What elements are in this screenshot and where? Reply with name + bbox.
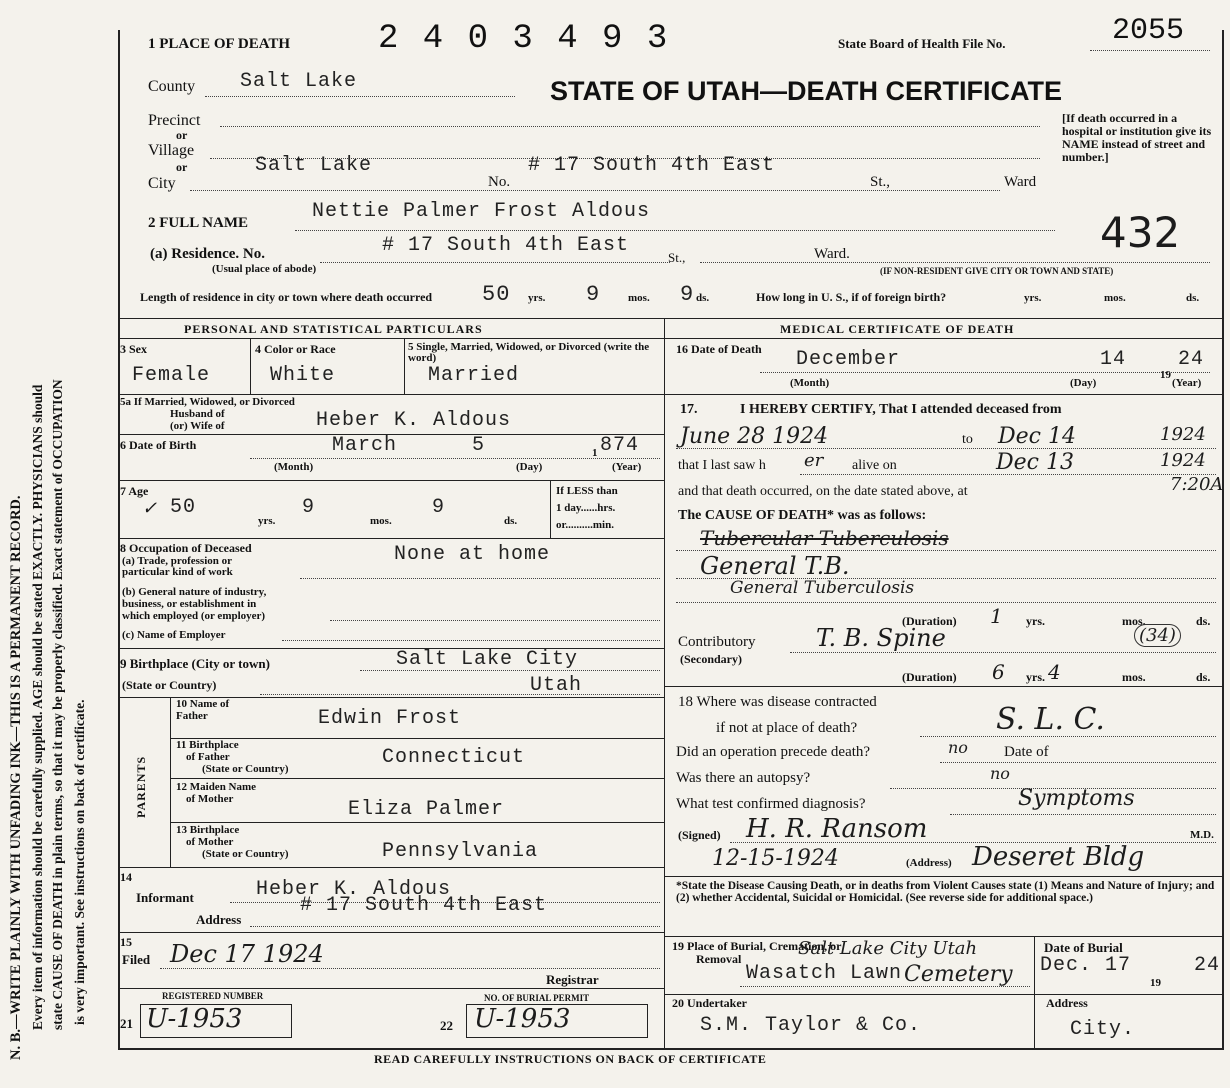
medical-header: MEDICAL CERTIFICATE OF DEATH (780, 322, 1015, 336)
spouse-label-wife: (or) Wife of (170, 420, 225, 432)
secondary-label: (Secondary) (680, 652, 742, 666)
contracted-value: S. L. C. (996, 702, 1105, 737)
filed-value: Dec 17 1924 (170, 940, 324, 968)
father-label-2: Father (176, 710, 208, 722)
city-label: City (148, 175, 176, 192)
autopsy-value: no (990, 764, 1010, 783)
less-than-hrs-label: 1 day......hrs. (556, 502, 616, 514)
duration2-mos-label: mos. (1122, 670, 1146, 684)
occupation-a2-label: particular kind of work (122, 566, 233, 578)
undertaker-value: S.M. Taylor & Co. (700, 1014, 922, 1037)
filed-label: Filed (122, 952, 151, 967)
or-label: or (176, 160, 188, 174)
occupation-b1-label: (b) General nature of industry, (122, 586, 267, 598)
employer-label: (c) Name of Employer (122, 629, 226, 641)
sex-value: Female (132, 364, 211, 387)
undertaker-address: City. (1070, 1018, 1136, 1041)
full-name-label: 2 FULL NAME (148, 215, 249, 231)
contracted-label-2: if not at place of death? (716, 720, 858, 736)
certificate-number: 2 4 0 3 4 9 3 (378, 20, 670, 58)
undertaker-address-label: Address (1046, 996, 1088, 1010)
residence-st-label: St., (668, 250, 686, 265)
cause-of-death-note: *State the Disease Causing Death, or in deaths from Violent Causes state (1) Means and Nature of Injury; and (2) whether Accidental, Suicidal or Homicidal. (See reverse side for additional space.) (676, 880, 1215, 904)
marital-value: Married (428, 364, 520, 387)
personal-header: PERSONAL AND STATISTICAL PARTICULARS (184, 322, 483, 336)
duration-yrs-label: yrs. (1026, 614, 1045, 628)
father-label: 10 Name of (176, 698, 230, 710)
corner-number: 432 (1100, 208, 1181, 257)
less-than-min-label: or..........min. (556, 519, 614, 531)
operation-label: Did an operation precede death? (676, 744, 871, 760)
color-label: 4 Color or Race (255, 342, 336, 356)
less-than-label: If LESS than (556, 485, 618, 497)
residence-value: # 17 South 4th East (382, 234, 630, 257)
date-of-death-year: 24 (1178, 348, 1205, 371)
removal-label: Removal (696, 952, 742, 966)
duration-label: (Duration) (902, 614, 957, 628)
attended-to-label: to (962, 432, 973, 447)
occupation-value: None at home (394, 543, 551, 566)
father-birthplace: Connecticut (382, 746, 526, 769)
death-time: 7:20A (1170, 474, 1224, 495)
birthplace-state-label: (State or Country) (122, 678, 217, 692)
residence-sub: (Usual place of abode) (212, 263, 317, 275)
duration2-label: (Duration) (902, 670, 957, 684)
us-ds-label: ds. (1186, 292, 1200, 304)
length-yrs: 50 (482, 282, 511, 307)
operation-date-label: Date of (1004, 744, 1049, 760)
duration-mos-label: mos. (1122, 614, 1146, 628)
contracted-label: 18 Where was disease contracted (678, 694, 877, 710)
st-label: St., (870, 174, 891, 190)
date-of-death-month: December (796, 348, 901, 371)
father-birthplace-label-2: of Father (186, 751, 230, 763)
registered-number-label: REGISTERED NUMBER (162, 991, 264, 1001)
cause-primary-clarified: General Tuberculosis (730, 578, 915, 598)
bottom-border (118, 1048, 1222, 1050)
burial-year: 24 (1194, 954, 1221, 977)
dob-month: March (332, 434, 398, 457)
section-top-rule (118, 318, 1222, 319)
mother-birthplace: Pennsylvania (382, 840, 539, 863)
city-value: Salt Lake (255, 154, 373, 177)
registered-number: U-1953 (146, 1004, 243, 1034)
village-label: Village (148, 142, 195, 159)
ds-label: ds. (696, 292, 710, 304)
residence-label: (a) Residence. No. (150, 246, 265, 262)
length-mos: 9 (586, 282, 601, 307)
ward-label: Ward (1004, 174, 1037, 190)
attended-from: June 28 1924 (680, 424, 829, 449)
nonresident-note: (IF NON-RESIDENT GIVE CITY OR TOWN AND STATE) (880, 266, 1114, 276)
duration2-ds-label: ds. (1196, 670, 1211, 684)
birthplace-label: 9 Birthplace (City or town) (120, 656, 270, 671)
date-of-death-year-prefix: 19 (1160, 369, 1171, 381)
age-ds-label: ds. (504, 515, 518, 527)
duration2b-value: 4 (1048, 660, 1061, 684)
duration-ds-label: ds. (1196, 614, 1211, 628)
father-birthplace-label-3: (State or Country) (202, 763, 289, 775)
precinct-label: Precinct (148, 112, 201, 129)
marital-label: 5 Single, Married, Widowed, or Divorced (write the word) (408, 341, 650, 364)
occupation-b3-label: which employed (or employer) (122, 610, 266, 622)
age-ds: 9 (432, 496, 446, 519)
us-residence-label: How long in U. S., if of foreign birth? (756, 290, 947, 304)
file-no-label: State Board of Health File No. (838, 36, 1006, 51)
certificate-title: STATE OF UTAH—DEATH CERTIFICATE (550, 76, 1062, 106)
date-of-death-day: 14 (1100, 348, 1127, 371)
mos-label: mos. (628, 292, 650, 304)
signer-address-label: (Address) (906, 857, 952, 869)
length-of-residence-label: Length of residence in city or town where death occurred (140, 290, 433, 304)
cause-primary: General T.B. (700, 552, 850, 580)
death-occurred-label: and that death occurred, on the date stated above, at (678, 484, 968, 499)
cause-struck: Tubercular Tuberculosis (700, 526, 949, 550)
mother-label: 12 Maiden Name (176, 781, 257, 793)
dob-year: 874 (600, 434, 640, 457)
us-yrs-label: yrs. (1024, 292, 1042, 304)
father-name: Edwin Frost (318, 707, 462, 730)
death-address: # 17 South 4th East (528, 154, 776, 177)
age-mos-label: mos. (370, 515, 392, 527)
contributory-label: Contributory (678, 634, 756, 650)
occupation-label: 8 Occupation of Deceased (120, 541, 252, 555)
birthplace-state: Utah (530, 674, 583, 697)
burial-place-label: 19 Place of Burial, Cremation, or (672, 939, 842, 953)
cause-of-death-label: The CAUSE OF DEATH* was as follows: (678, 508, 927, 523)
certify-num: 17. (680, 402, 698, 417)
dob-month-sub: (Month) (274, 461, 314, 473)
mother-birthplace-label: 13 Birthplace (176, 824, 240, 836)
parents-label: PARENTS (134, 755, 148, 818)
last-saw-year: 1924 (1160, 450, 1206, 471)
test-confirmed-label: What test confirmed diagnosis? (676, 796, 866, 812)
right-border (1222, 30, 1224, 1050)
mother-name: Eliza Palmer (348, 798, 505, 821)
center-divider (664, 318, 665, 1048)
residence-ward-label: Ward. (814, 246, 850, 262)
undertaker-label: 20 Undertaker (672, 996, 747, 1010)
father-birthplace-label: 11 Birthplace (176, 739, 239, 751)
age-check: ✓ (142, 498, 158, 519)
or-label: or (176, 128, 188, 142)
yrs-label: yrs. (528, 292, 546, 304)
hospital-note: [If death occurred in a hospital or institution give its NAME instead of street and number.] (1062, 111, 1212, 164)
informant-num: 14 (120, 870, 132, 884)
dob-year-sub: (Year) (612, 461, 642, 473)
burial-permit: U-1953 (474, 1004, 571, 1034)
contributory-value: T. B. Spine (816, 624, 946, 652)
mother-birthplace-label-2: of Mother (186, 836, 234, 848)
signed-label: (Signed) (678, 828, 721, 842)
burial-permit-label: NO. OF BURIAL PERMIT (484, 993, 590, 1003)
alive-on-label: alive on (852, 458, 897, 473)
duration-value: 1 (990, 604, 1003, 628)
informant-address: # 17 South 4th East (300, 894, 548, 917)
spouse-value: Heber K. Aldous (316, 409, 512, 432)
duration2-value: 6 (992, 660, 1005, 684)
dob-label: 6 Date of Birth (120, 438, 197, 452)
contributory-code: (34) (1134, 624, 1181, 647)
burial-place: Wasatch Lawn (746, 962, 903, 985)
filed-num: 15 (120, 935, 132, 949)
informant-name: Heber K. Aldous (256, 878, 452, 901)
date-of-death-label: 16 Date of Death (676, 342, 762, 356)
full-name-value: Nettie Palmer Frost Aldous (312, 200, 651, 223)
burial-city: Salt Lake City Utah (798, 938, 978, 959)
operation-value: no (948, 738, 968, 757)
spouse-label: 5a If Married, Widowed, or Divorced (120, 396, 295, 408)
attended-to: Dec 14 (998, 424, 1076, 449)
autopsy-label: Was there an autopsy? (676, 770, 811, 786)
age-label: 7 Age (120, 484, 149, 498)
mother-label-2: of Mother (186, 793, 234, 805)
spouse-label-husband: Husband of (170, 408, 225, 420)
sex-label: 3 Sex (120, 342, 147, 356)
duration2-yrs-label: yrs. (1026, 670, 1045, 684)
registered-number-num: 21 (120, 1016, 133, 1031)
signed-date: 12-15-1924 (712, 846, 839, 871)
burial-date: Dec. 17 (1040, 954, 1132, 977)
certify-text: I HEREBY CERTIFY, That I attended deceased from (740, 402, 1062, 417)
county-value: Salt Lake (240, 70, 358, 93)
age-mos: 9 (302, 496, 316, 519)
no-label: No. (488, 174, 511, 190)
signed-value: H. R. Ransom (746, 814, 928, 844)
last-saw-label: that I last saw h (678, 458, 766, 473)
dob-day-sub: (Day) (516, 461, 543, 473)
length-ds: 9 (680, 282, 695, 307)
dob-day: 5 (472, 434, 486, 457)
occupation-a-label: (a) Trade, profession or (122, 555, 232, 567)
color-value: White (270, 364, 336, 387)
informant-address-label: Address (196, 912, 242, 927)
last-saw-pronoun: er (804, 450, 824, 471)
margin-instruction-line1: N. B.—WRITE PLAINLY WITH UNFADING INK—THIS IS A PERMANENT RECORD. (8, 495, 24, 1060)
attended-to-year: 1924 (1160, 424, 1206, 445)
margin-instruction-line2: Every item of information should be carefully supplied. AGE should be stated EXACTLY. PHYSICIANS should (30, 384, 45, 1030)
footer-instructions: READ CAREFULLY INSTRUCTIONS ON BACK OF CERTIFICATE (374, 1052, 767, 1066)
test-confirmed-value: Symptoms (1018, 786, 1135, 811)
burial-cemetery: Cemetery (904, 962, 1013, 987)
county-label: County (148, 78, 196, 95)
birthplace-city: Salt Lake City (396, 648, 579, 671)
age-yrs: 50 (170, 496, 197, 519)
us-mos-label: mos. (1104, 292, 1126, 304)
burial-date-label: Date of Burial (1044, 940, 1123, 955)
registrar-label: Registrar (546, 972, 599, 987)
md-label: M.D. (1190, 829, 1214, 841)
burial-permit-num: 22 (440, 1018, 453, 1033)
margin-instruction-line4: is very important. See instructions on back of certificate. (72, 699, 87, 1025)
signer-address: Deseret Bldg (972, 842, 1145, 872)
file-no: 2055 (1112, 14, 1185, 48)
burial-year-prefix: 19 (1150, 977, 1161, 989)
dob-year-prefix: 1 (592, 447, 598, 459)
margin-instruction-line3: state CAUSE OF DEATH in plain terms, so that it may be properly classified. Exact statement of OCCUPATION (50, 379, 65, 1030)
last-saw-date: Dec 13 (996, 450, 1074, 475)
informant-label: Informant (136, 890, 194, 905)
left-border (118, 30, 120, 1050)
dod-day-sub: (Day) (1070, 377, 1097, 389)
dod-month-sub: (Month) (790, 377, 830, 389)
occupation-b2-label: business, or establishment in (122, 598, 257, 610)
age-yrs-label: yrs. (258, 515, 276, 527)
mother-birthplace-label-3: (State or Country) (202, 848, 289, 860)
dod-year-sub: (Year) (1172, 377, 1202, 389)
place-of-death-label: 1 PLACE OF DEATH (148, 36, 291, 52)
